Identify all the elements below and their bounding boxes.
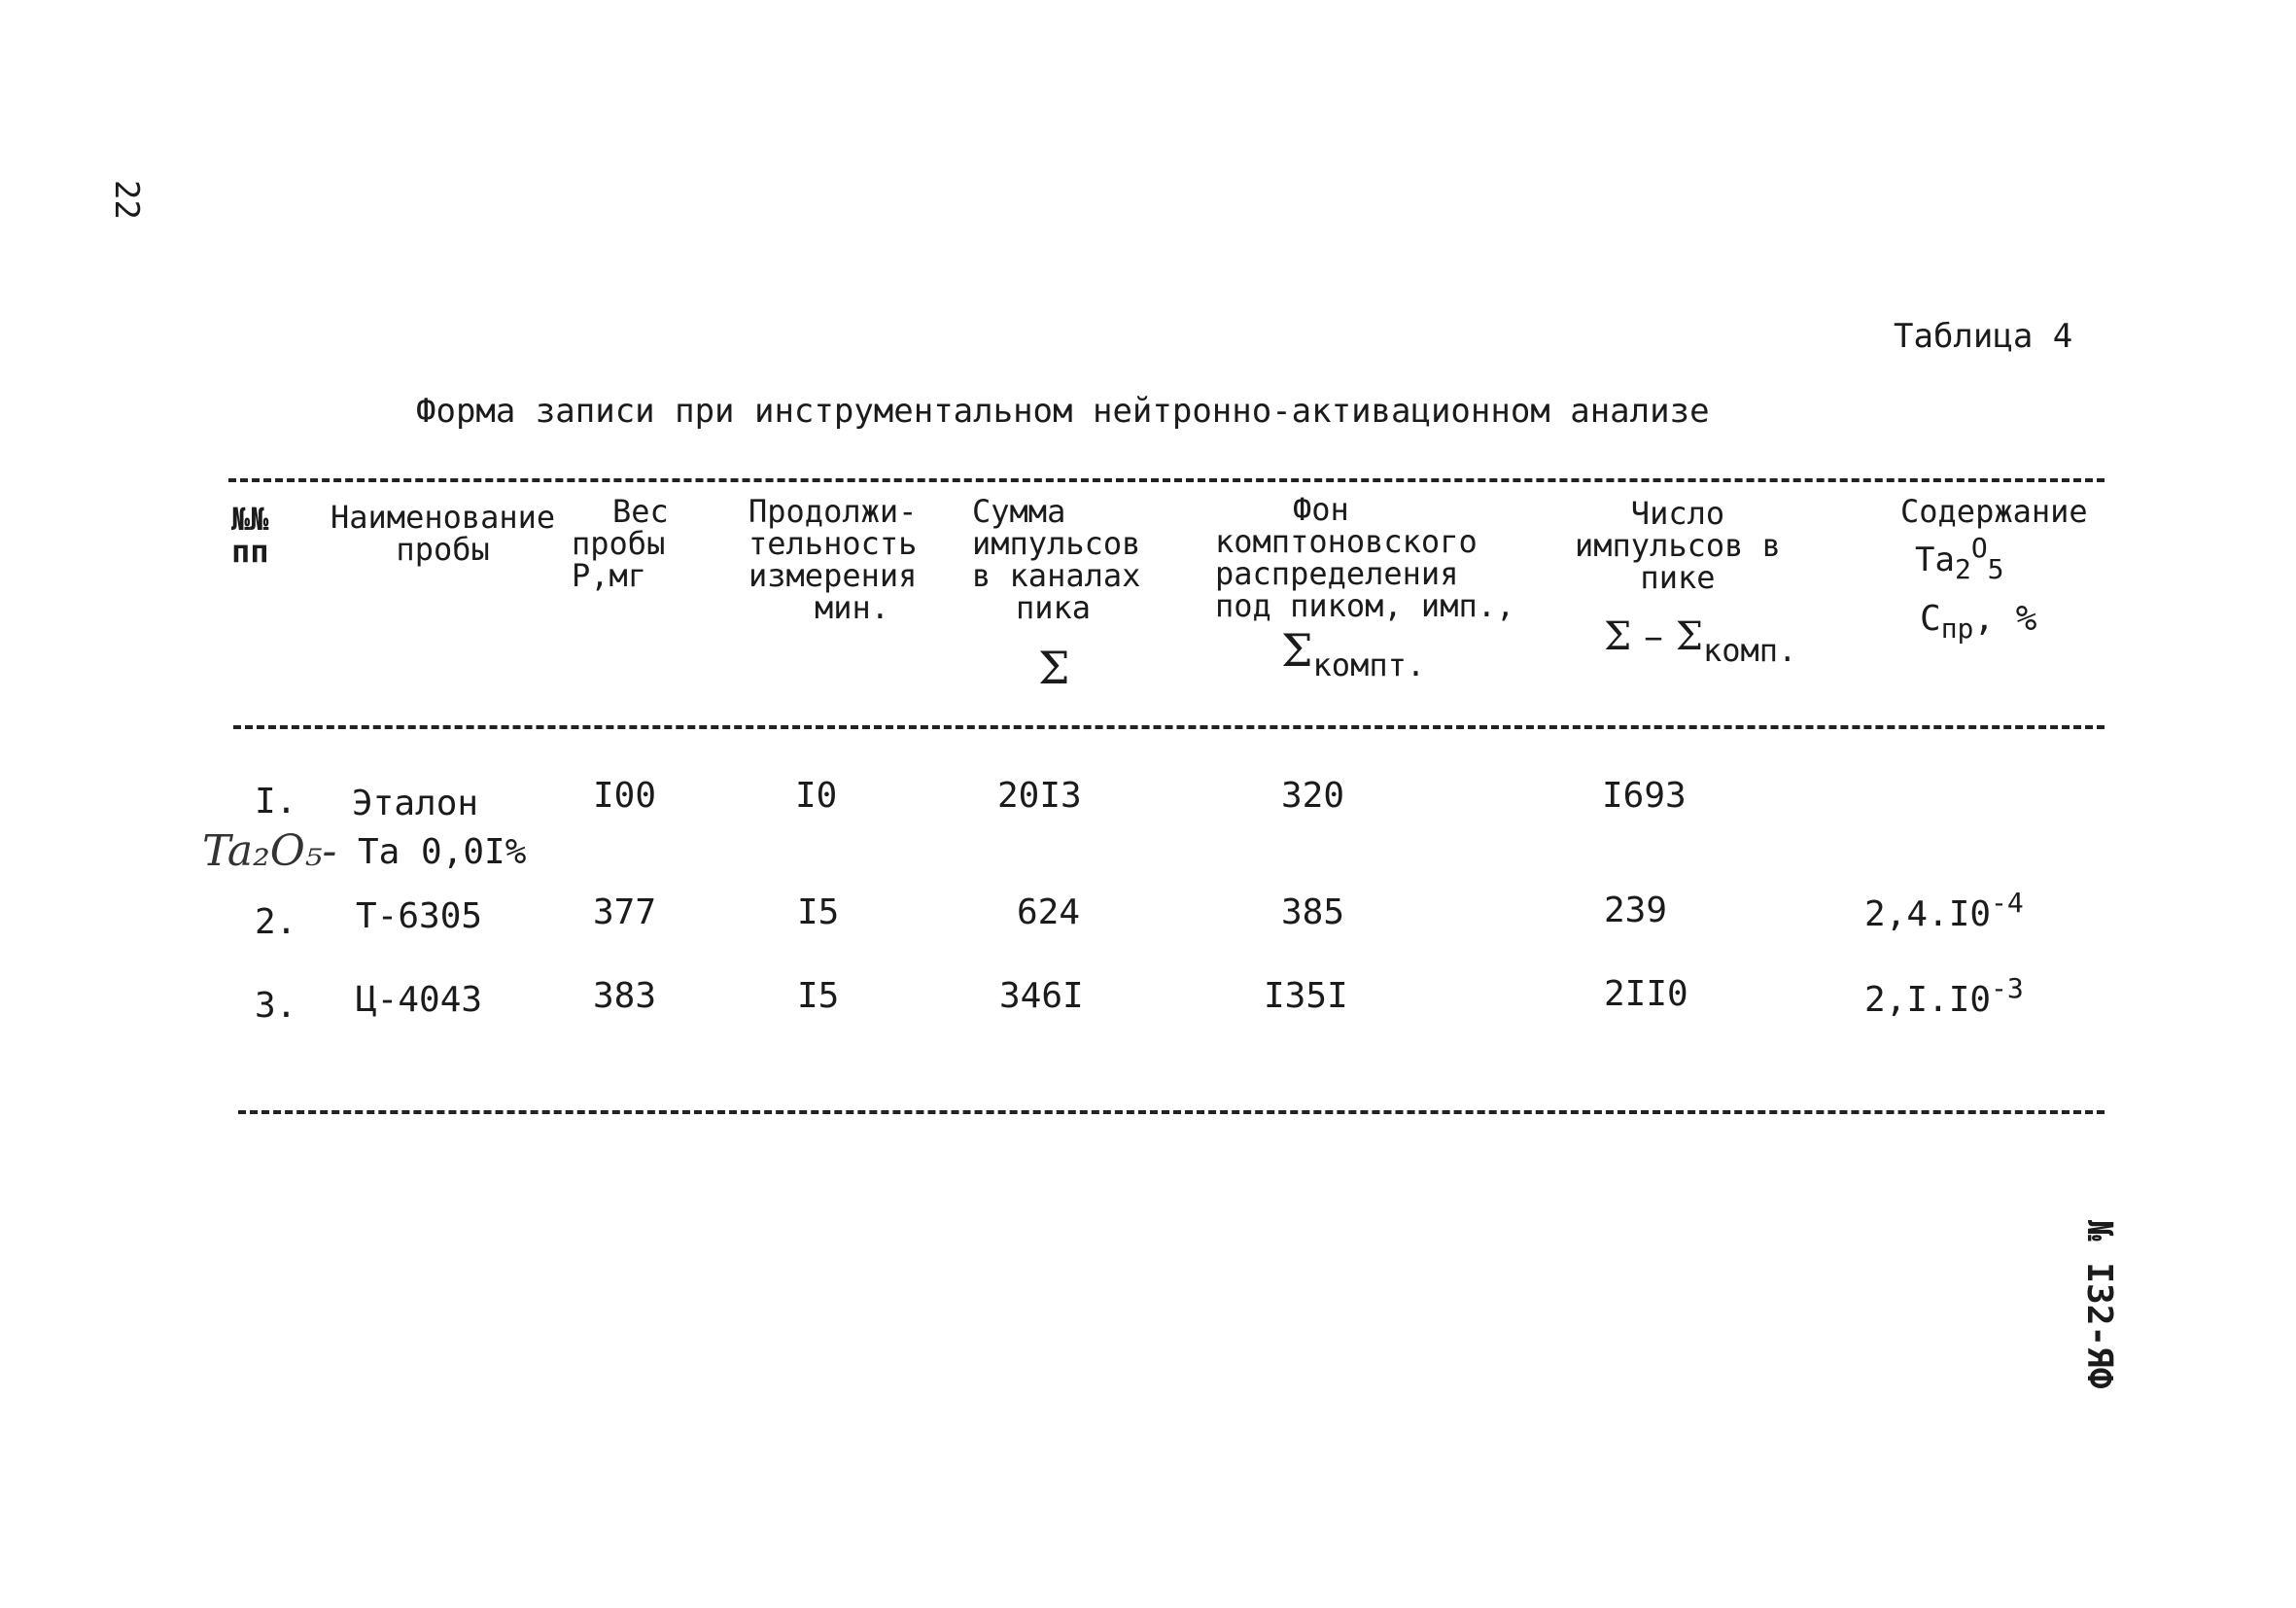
header-weight: Вес пробы Р,мг bbox=[572, 493, 669, 594]
row-2-content: $2,4.I0^{-4}$ bbox=[1864, 887, 2024, 934]
row-3-background: I35I bbox=[1264, 976, 1348, 1016]
header-peak: Число импульсов в пике bbox=[1575, 495, 1781, 596]
row-2-name: Т-6305 bbox=[356, 896, 483, 936]
handwritten-annotation: Ta₂O₅- bbox=[202, 826, 337, 876]
row-1-weight: I00 bbox=[593, 776, 657, 816]
row-2-duration: I5 bbox=[797, 892, 840, 932]
header-sum: Сумма импульсов в каналах пика bbox=[972, 493, 1141, 626]
row-3-content: $2,I.I0^{-3}$ bbox=[1864, 972, 2024, 1020]
row-3-weight: 383 bbox=[593, 976, 657, 1016]
row-2-weight: 377 bbox=[593, 892, 657, 932]
table-bottom-rule bbox=[238, 1110, 2105, 1114]
row-1-peak: I693 bbox=[1602, 776, 1687, 816]
row-1-background: 320 bbox=[1281, 776, 1345, 816]
row-2-num: 2. bbox=[255, 902, 297, 942]
header-background-formula: Σкомпт. bbox=[1281, 624, 1426, 683]
row-1-duration: I0 bbox=[795, 776, 838, 816]
header-content: Содержание $Ta_2^O_5$ $C_{пр}$, % bbox=[1900, 493, 2088, 645]
row-1-name: Эталон bbox=[352, 784, 479, 823]
header-background: Фон комптоновского распределения под пиком, имп., bbox=[1215, 491, 1515, 624]
row-2-sum: 624 bbox=[1017, 892, 1081, 932]
table-top-rule bbox=[228, 478, 2105, 482]
header-duration: Продолжи- тельность измерения мин. bbox=[748, 493, 918, 626]
row-3-peak: 2II0 bbox=[1604, 974, 1688, 1014]
page-number: 22 bbox=[107, 180, 146, 220]
row-2-background: 385 bbox=[1281, 892, 1345, 932]
header-peak-formula: Σ – Σкомп. bbox=[1604, 614, 1797, 669]
row-1-sum: 20I3 bbox=[997, 776, 1082, 816]
document-code: № I32-ЯФ bbox=[2079, 1220, 2119, 1389]
row-3-name: Ц-4043 bbox=[356, 980, 483, 1020]
header-num: №№ пп bbox=[231, 501, 269, 570]
row-1-num: I. bbox=[255, 782, 297, 821]
header-bottom-rule bbox=[233, 725, 2105, 729]
table-label: Таблица 4 bbox=[1894, 317, 2073, 356]
table-caption: Форма записи при инструментальном нейтронно-активационном анализе bbox=[416, 392, 1710, 431]
row-3-sum: 346I bbox=[999, 976, 1084, 1016]
row-3-duration: I5 bbox=[797, 976, 840, 1016]
etalon-note: Ta 0,0I% bbox=[358, 832, 527, 872]
row-3-num: 3. bbox=[255, 986, 297, 1026]
header-sum-symbol: Σ bbox=[1038, 642, 1070, 694]
header-name: Наименование пробы bbox=[330, 499, 556, 568]
row-2-peak: 239 bbox=[1604, 891, 1668, 930]
